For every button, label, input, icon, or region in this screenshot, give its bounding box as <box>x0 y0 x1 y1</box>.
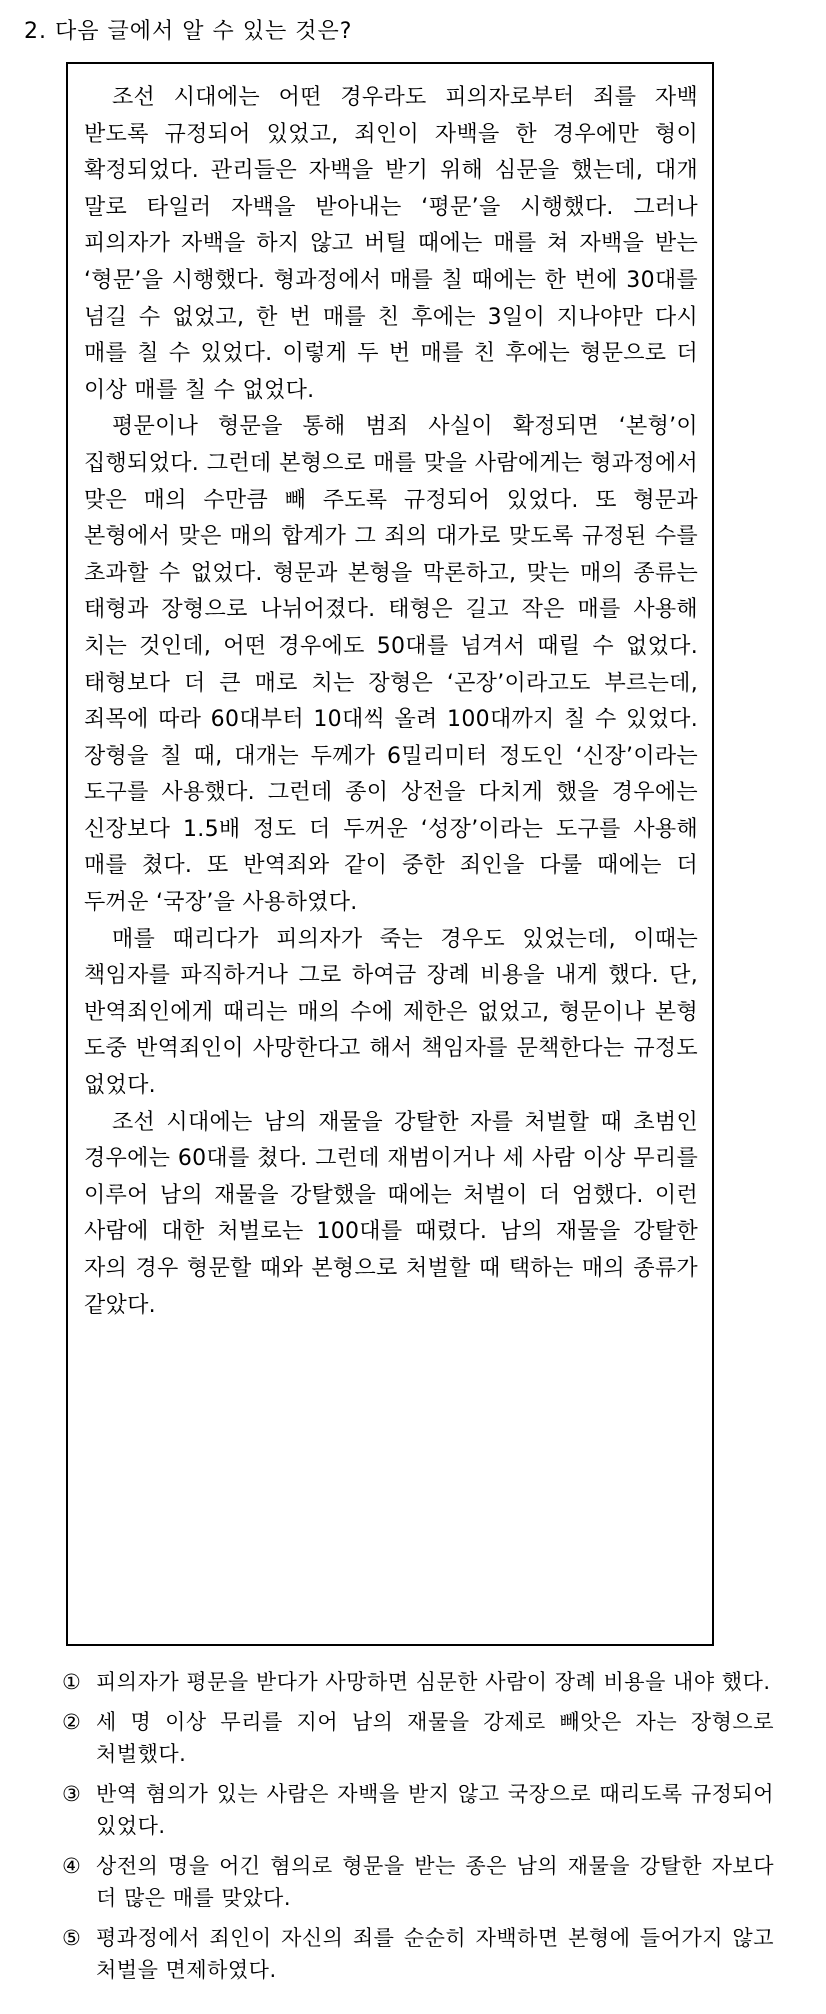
answer-choices <box>62 1666 774 1994</box>
choice-marker: ③ <box>62 1782 82 1806</box>
answer-choice-1[interactable] <box>62 1666 774 1698</box>
answer-choice-5[interactable] <box>62 1922 774 1986</box>
choice-marker: ⑤ <box>62 1926 82 1950</box>
answer-choice-3[interactable] <box>62 1778 774 1842</box>
choice-marker: ② <box>62 1710 82 1734</box>
passage-box <box>66 62 714 1646</box>
choice-text: 피의자가 평문을 받다가 사망하면 심문한 사람이 장례 비용을 내야 했다. <box>96 1670 771 1694</box>
choice-marker: ① <box>62 1670 82 1694</box>
passage-paragraph-4: 조선 시대에는 남의 재물을 강탈한 자를 처벌할 때 초범인 경우에는 60대를 쳤다. 그런데 재범이거나 세 사람 이상 무리를 이루어 남의 재물을 강탈했을 때에는 처벌이 더 엄했다. 이런 사람에 대한 처벌로는 100대를 때렸다. 남의 재물을 강탈한 자의 경우 형문할 때와 본형으로 처벌할 때 택하는 매의 종류가 같았다. <box>84 1109 698 1318</box>
passage-paragraph-2: 평문이나 형문을 통해 범죄 사실이 확정되면 ‘본형’이 집행되었다. 그런데 본형으로 매를 맞을 사람에게는 형과정에서 맞은 매의 수만큼 빼 주도록 규정되어 있었다. 또 형문과 본형에서 맞은 매의 합계가 그 죄의 대가로 맞도록 규정된 수를 초과할 수 없었다. 형문과 본형을 막론하고, 맞는 매의 종류는 태형과 장형으로 나뉘어졌다. 태형은 길고 작은 매를 사용해 치는 것인데, 어떤 경우에도 50대를 넘겨서 때릴 수 없었다. 태형보다 더 큰 매로 치는 장형은 ‘곤장’이라고도 부르는데, 죄목에 따라 60대부터 10대씩 올려 100대까지 칠 수 있었다. 장형을 칠 때, 대개는 두께가 6밀리미터 정도인 ‘신장’이라는 도구를 사용했다. 그런데 종이 상전을 다치게 했을 경우에는 신장보다 1.5배 정도 더 두꺼운 ‘성장’이라는 도구를 사용해 매를 쳤다. 또 반역죄와 같이 중한 죄인을 다룰 때에는 더 두꺼운 ‘국장’을 사용하였다. <box>84 414 698 916</box>
choice-text: 반역 혐의가 있는 사람은 자백을 받지 않고 국장으로 때리도록 규정되어 있었다. <box>96 1782 774 1838</box>
answer-choice-2[interactable] <box>62 1706 774 1770</box>
answer-choice-4[interactable] <box>62 1850 774 1914</box>
choice-text: 세 명 이상 무리를 지어 남의 재물을 강제로 빼앗은 자는 장형으로 처벌했다. <box>96 1710 774 1766</box>
question-title: 2. 다음 글에서 알 수 있는 것은? <box>24 19 353 44</box>
passage-paragraph-1: 조선 시대에는 어떤 경우라도 피의자로부터 죄를 자백 받도록 규정되어 있었고, 죄인이 자백을 한 경우에만 형이 확정되었다. 관리들은 자백을 받기 위해 심문을 했는데, 대개 말로 타일러 자백을 받아내는 ‘평문’을 시행했다. 그러나 피의자가 자백을 하지 않고 버틸 때에는 매를 쳐 자백을 받는 ‘형문’을 시행했다. 형과정에서 매를 칠 때에는 한 번에 30대를 넘길 수 없었고, 한 번 매를 친 후에는 3일이 지나야만 다시 매를 칠 수 있었다. 이렇게 두 번 매를 친 후에는 형문으로 더 이상 매를 칠 수 없었다. <box>84 85 698 403</box>
choice-marker: ④ <box>62 1854 82 1878</box>
choice-text: 평과정에서 죄인이 자신의 죄를 순순히 자백하면 본형에 들어가지 않고 처벌을 면제하였다. <box>96 1926 774 1982</box>
passage-paragraph-3: 매를 때리다가 피의자가 죽는 경우도 있었는데, 이때는 책임자를 파직하거나 그로 하여금 장례 비용을 내게 했다. 단, 반역죄인에게 때리는 매의 수에 제한은 없었고, 형문이나 본형 도중 반역죄인이 사망한다고 해서 책임자를 문책한다는 규정도 없었다. <box>84 926 698 1099</box>
choice-text: 상전의 명을 어긴 혐의로 형문을 받는 종은 남의 재물을 강탈한 자보다 더 많은 매를 맞았다. <box>96 1854 774 1910</box>
